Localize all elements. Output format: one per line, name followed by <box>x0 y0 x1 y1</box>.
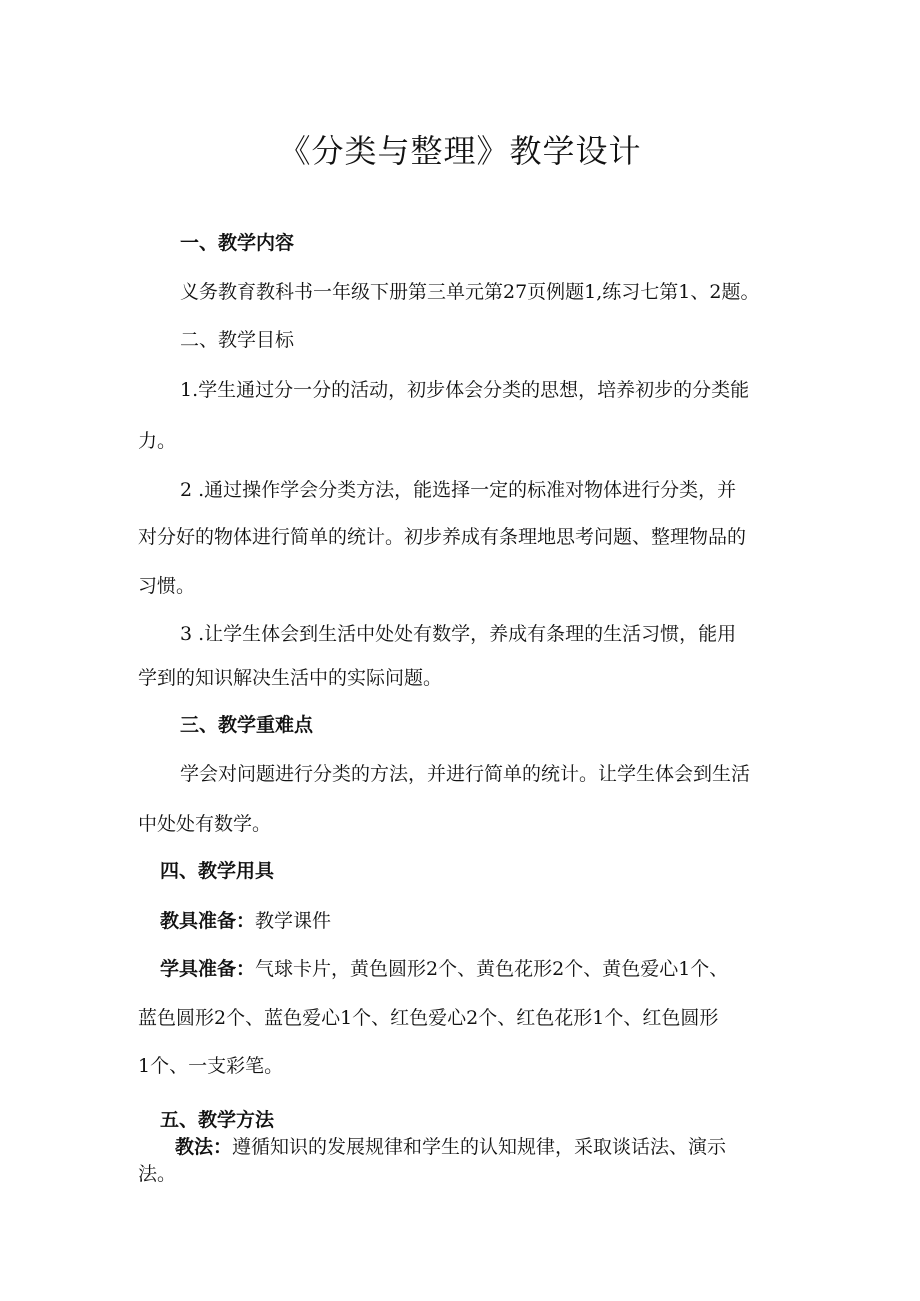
goal-1-line-1: 1.学生通过分一分的活动，初步体会分类的思想，培养初步的分类能 <box>180 379 750 401</box>
teach-method-label: 教法： <box>175 1136 233 1158</box>
content-text: 义务教育教科书一年级下册第三单元第27页例题1,练习七第1、2题。 <box>180 281 760 303</box>
key-points-line-1: 学会对问题进行分类的方法，并进行简单的统计。让学生体会到生活 <box>180 763 751 785</box>
goal-3-line-1: 3 .让学生体会到生活中处处有数学，养成有条理的生活习惯，能用 <box>180 623 737 645</box>
teach-method-line-2: 法。 <box>138 1163 177 1185</box>
section-heading-methods: 五、教学方法 <box>160 1109 275 1131</box>
goal-2-line-3: 习惯。 <box>138 575 196 597</box>
goal-3-line-2: 学到的知识解决生活中的实际问题。 <box>138 667 443 689</box>
student-tools-line-2: 蓝色圆形2个、蓝色爱心1个、红色爱心2个、红色花形1个、红色圆形 <box>138 1007 719 1029</box>
goal-2-line-2: 对分好的物体进行简单的统计。初步养成有条理地思考问题、整理物品的 <box>138 526 747 548</box>
section-heading-tools: 四、教学用具 <box>160 860 275 882</box>
goal-2-line-1: 2 .通过操作学会分类方法，能选择一定的标准对物体进行分类，并 <box>180 479 737 501</box>
document-title: 《分类与整理》教学设计 <box>278 132 642 170</box>
teacher-tools-label: 教具准备： <box>160 910 256 932</box>
teacher-tools-row <box>160 912 331 931</box>
goal-1-line-2: 力。 <box>138 430 177 452</box>
student-tools-line-1: 气球卡片，黄色圆形2个、黄色花形2个、黄色爱心1个、 <box>255 958 729 980</box>
key-points-line-2: 中处处有数学。 <box>138 813 272 835</box>
student-tools-label: 学具准备： <box>160 958 256 980</box>
teacher-tools-text: 教学课件 <box>255 910 332 932</box>
teach-method-line-1: 遵循知识的发展规律和学生的认知规律，采取谈话法、演示 <box>232 1136 727 1158</box>
student-tools-row <box>160 960 728 979</box>
section-heading-key-points: 三、教学重难点 <box>180 714 314 736</box>
student-tools-line-3: 1个、一支彩笔。 <box>138 1055 284 1077</box>
section-heading-content: 一、教学内容 <box>180 232 295 254</box>
section-heading-goals: 二、教学目标 <box>180 329 295 351</box>
teach-method-row <box>175 1138 726 1157</box>
